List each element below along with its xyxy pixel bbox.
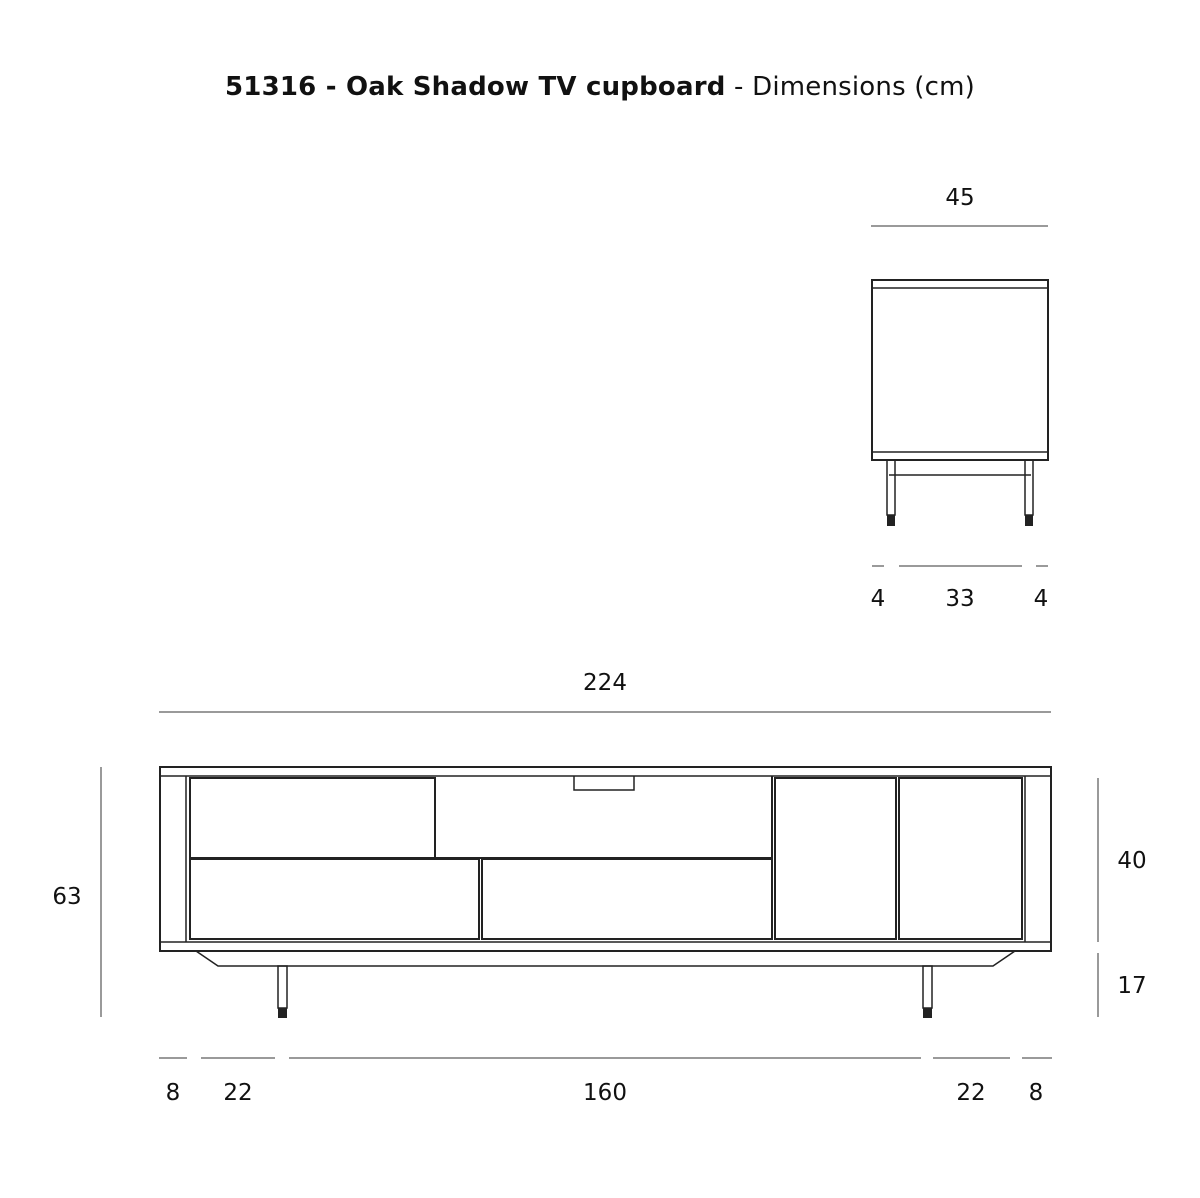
door-right [899,778,1022,939]
flap-handle [574,776,634,790]
title-separator: - [725,72,753,102]
title-suffix: Dimensions (cm) [752,72,976,102]
side-leg-span-label: 33 [945,586,975,612]
product-code: 51316 [224,72,317,102]
leg-height-label: 17 [1117,973,1147,999]
side-cabinet-outline [872,280,1048,460]
leg-inset-right-label: 22 [956,1080,986,1106]
title-separator: - [316,72,346,102]
front-view [52,670,1146,1106]
leg-inset-left-label: 22 [223,1080,253,1106]
front-leg-left [278,966,287,1018]
side-leg-left [887,460,895,526]
drawer-bottom-middle [482,859,772,939]
margin-left-label: 8 [165,1080,181,1106]
margin-right-label: 8 [1028,1080,1044,1106]
front-leg-right [923,966,932,1018]
side-view [871,185,1049,612]
depth-label: 45 [945,185,975,211]
width-label: 224 [583,670,627,696]
leg-span-label: 160 [583,1080,627,1106]
side-leg-offset-right-label: 4 [1033,586,1049,612]
door-left [775,778,896,939]
product-name: Oak Shadow TV cupboard [345,72,726,102]
side-leg-offset-left-label: 4 [870,586,886,612]
plinth [196,951,1015,966]
height-total-label: 63 [52,884,82,910]
body-height-label: 40 [1117,848,1147,874]
drawer-top-left [190,778,435,858]
drawer-bottom-left [190,859,479,939]
side-leg-right [1025,460,1033,526]
